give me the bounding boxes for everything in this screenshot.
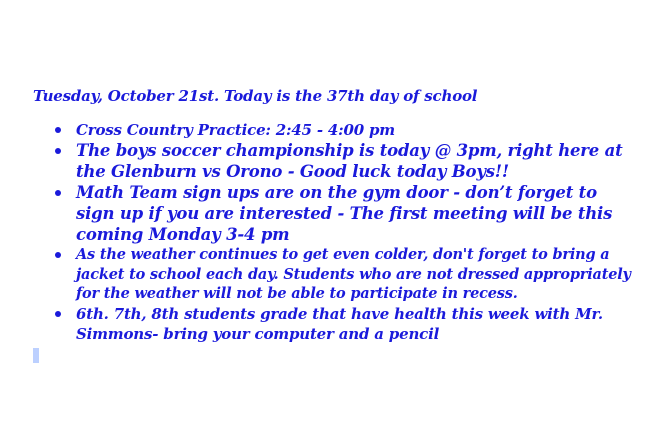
list-item xyxy=(33,304,633,344)
list-item-text: Cross Country Practice: 2:45 - 4:00 pm xyxy=(76,121,395,139)
announcement-document xyxy=(33,86,633,344)
text-cursor-selection[interactable] xyxy=(33,348,39,363)
list-item-text: Math Team sign ups are on the gym door - don’t forget to sign up if you are interested - The first meeting will be this coming Monday 3-4 pm xyxy=(76,183,613,244)
list-item-text: 6th. 7th, 8th students grade that have health this week with Mr. Simmons- bring your computer and a pencil xyxy=(76,304,603,343)
list-item-text: The boys soccer championship is today @ 3pm, right here at the Glenburn vs Orono - Good luck today Boys!! xyxy=(76,141,623,181)
list-item xyxy=(33,182,633,245)
bullet-icon xyxy=(55,127,61,133)
date-line: Tuesday, October 21st. Today is the 37th day of school xyxy=(33,87,478,105)
list-item xyxy=(33,140,633,182)
list-item-text: As the weather continues to get even colder, don't forget to bring a jacket to school each day. Students who are not dressed appropriately for the weather will not be able to participate in recess. xyxy=(76,246,631,302)
list-item xyxy=(33,120,633,140)
bullet-icon xyxy=(55,190,61,196)
bullet-icon xyxy=(55,311,61,317)
bullet-icon xyxy=(55,148,61,154)
announcement-list xyxy=(33,120,633,344)
bullet-icon xyxy=(55,252,61,258)
list-item xyxy=(33,245,633,304)
